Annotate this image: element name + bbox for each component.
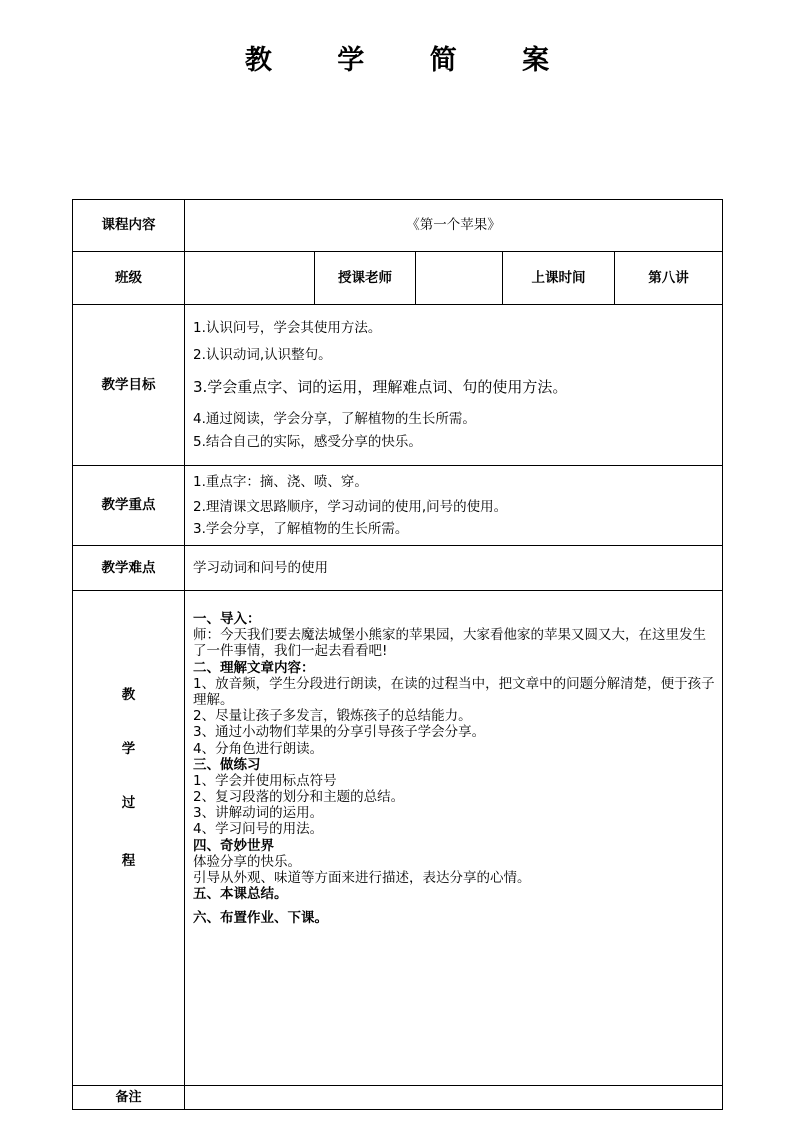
goal-item: 4.通过阅读，学会分享，了解植物的生长所需。: [193, 410, 476, 427]
process-line: 4、分角色进行朗读。: [193, 740, 324, 757]
goals-label: 教学目标: [73, 305, 185, 466]
remarks-row: [73, 1086, 723, 1110]
process-row: [73, 591, 723, 1086]
remarks-label: 备注: [73, 1086, 185, 1110]
section-heading: 五、本课总结。: [193, 886, 288, 903]
lesson-plan-table: [72, 199, 723, 1110]
teacher-label: 授课老师: [315, 252, 416, 305]
class-label: 班级: [73, 252, 185, 305]
goals-content: [185, 305, 723, 466]
goal-item: 2.认识动词,认识整句。: [193, 347, 332, 364]
difficulty-row: [73, 546, 723, 591]
process-label-char: 学: [121, 740, 136, 757]
key-points-label: 教学重点: [73, 466, 185, 546]
section-heading: 一、导入：: [193, 611, 261, 627]
goals-row: [73, 305, 723, 466]
time-label: 上课时间: [503, 252, 615, 305]
goal-item: 1.认识问号，学会其使用方法。: [193, 320, 382, 337]
process-label-char: 过: [121, 795, 136, 811]
document-title: 教 学 简 案: [244, 45, 578, 76]
process-line: 体验分享的快乐。: [193, 853, 301, 870]
process-line: 引导从外观、味道等方面来进行描述，表达分享的心情。: [193, 870, 531, 886]
process-line: 1、学会并使用标点符号: [193, 772, 337, 789]
key-point-item: 2.理清课文思路顺序，学习动词的使用,问号的使用。: [193, 499, 508, 516]
process-label: [73, 591, 185, 1086]
remarks-value: [185, 1086, 723, 1110]
key-points-row: [73, 466, 723, 546]
process-line: 3、通过小动物们苹果的分享引导孩子学会分享。: [193, 724, 486, 741]
process-label-char: 程: [121, 853, 136, 870]
section-heading: 三、做练习: [193, 756, 261, 773]
process-line: 1、放音频，学生分段进行朗读，在读的过程当中，把文章中的问题分解清楚，便于孩子理解。: [193, 675, 715, 708]
key-points-content: [185, 466, 723, 546]
class-value: [185, 252, 315, 305]
teacher-value: [416, 252, 503, 305]
section-heading: 二、理解文章内容：: [193, 659, 315, 676]
process-line: 2、复习段落的划分和主题的总结。: [193, 789, 405, 806]
course-row: [73, 200, 723, 252]
key-point-item: 1.重点字：摘、浇、喷、穿。: [193, 474, 368, 491]
section-heading: 四、奇妙世界: [193, 837, 274, 854]
process-line: 2、尽量让孩子多发言，锻炼孩子的总结能力。: [193, 708, 472, 725]
time-value: 第八讲: [615, 252, 723, 305]
process-line: 师：今天我们要去魔法城堡小熊家的苹果园，大家看他家的苹果又圆又大，在这里发生了一件事情，我们一起去看看吧!: [193, 627, 706, 660]
process-line: 3、讲解动词的运用。: [193, 805, 324, 822]
process-line: 4、学习问号的用法。: [193, 821, 324, 838]
difficulty-label: 教学难点: [73, 546, 185, 591]
class-row: [73, 252, 723, 305]
course-label: 课程内容: [73, 200, 185, 252]
section-heading: 六、布置作业、下课。: [193, 910, 328, 927]
process-content: [185, 591, 723, 1086]
process-label-char: 教: [121, 686, 136, 703]
key-point-item: 3.学会分享，了解植物的生长所需。: [193, 520, 409, 537]
goal-item: 3.学会重点字、词的运用，理解难点词、句的使用方法。: [193, 377, 568, 396]
difficulty-value: 学习动词和问号的使用: [185, 546, 723, 591]
course-value: 《第一个苹果》: [185, 200, 723, 252]
goal-item: 5.结合自己的实际，感受分享的快乐。: [193, 433, 422, 450]
